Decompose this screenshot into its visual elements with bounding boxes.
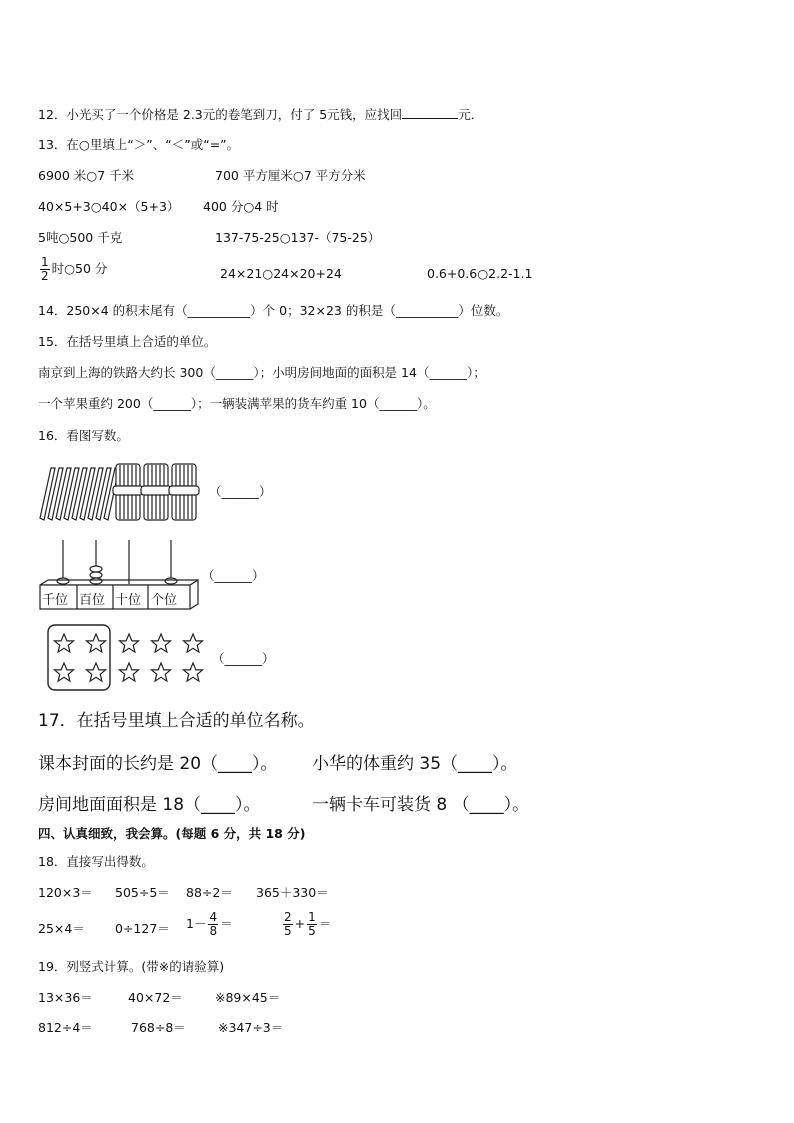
q17-title: 17．在括号里填上合适的单位名称。 <box>38 711 315 731</box>
q15-line2: 一个苹果重约 200（______）；一辆装满苹果的货车约重 10（______）。 <box>38 396 436 411</box>
abacus-label-hundreds: 百位 <box>79 593 106 608</box>
q19-r2-1: 812÷4＝ <box>38 1020 93 1035</box>
q16-blank-2[interactable]: （______） <box>202 568 265 583</box>
abacus-label-ones: 个位 <box>151 593 178 608</box>
abacus-label-tens: 十位 <box>115 593 142 608</box>
q18-r1-4: 365＋330＝ <box>256 885 329 900</box>
sticks-bundles-image <box>38 460 208 525</box>
q16-blank-3[interactable]: （______） <box>212 651 275 666</box>
q19-r1-1: 13×36＝ <box>38 990 93 1005</box>
q19-r1-2: 40×72＝ <box>128 990 183 1005</box>
q16-blank-1[interactable]: （______） <box>209 484 272 499</box>
bundle-of-ten-3 <box>169 464 199 520</box>
q12-line <box>38 106 483 123</box>
q17-a: 课本封面的长约是 20（____）。 <box>38 754 278 774</box>
q14-line: 14．250×4 的积末尾有（__________）个 0；32×23 的积是（__________）位数。 <box>38 303 509 318</box>
q19-title: 19．列竖式计算。(带※的请验算) <box>38 959 225 974</box>
q18-r2-1: 25×4＝ <box>38 921 85 936</box>
q18-r1-3: 88÷2＝ <box>186 885 233 900</box>
fraction-four-eighths: $\frac{4}{8}$ <box>209 910 218 938</box>
q13-row1-a: 6900 米○7 千米 <box>38 168 135 183</box>
loose-sticks <box>40 468 119 520</box>
q13-row4-b: 24×21○24×20+24 <box>220 266 342 281</box>
fraction-one-half: $\frac{1}{2}$ <box>41 255 49 283</box>
q18-r2-3: 1－ $\frac{4}{8}$ ＝ <box>186 910 233 938</box>
q13-row4-c: 0.6+0.6○2.2-1.1 <box>427 266 533 281</box>
section-four-heading: 四、认真细致，我会算。(每题 6 分，共 18 分) <box>38 826 306 841</box>
q17-d: 一辆卡车可装货 8 （____）。 <box>312 795 530 815</box>
q13-row4-a <box>38 256 107 283</box>
stars-image <box>46 623 214 693</box>
bundle-of-ten-1 <box>113 464 143 520</box>
q19-r2-2: 768÷8＝ <box>131 1020 186 1035</box>
fraction-one-fifth: $\frac{1}{5}$ <box>308 910 316 938</box>
q13-row2-a: 40×5+3○40×（5+3） <box>38 199 180 214</box>
abacus-label-thousands: 千位 <box>42 593 69 608</box>
q18-title: 18．直接写出得数。 <box>38 854 154 869</box>
q17-b: 小华的体重约 35（____）。 <box>312 754 518 774</box>
q13-row4-a-text: 时○50 分 <box>51 261 108 276</box>
q13-row2-b: 400 分○4 时 <box>203 199 279 214</box>
q13-title: 13．在○里填上“＞”、“＜”或“=”。 <box>38 137 240 152</box>
q16-title: 16．看图写数。 <box>38 428 129 443</box>
q12-blank[interactable] <box>402 106 458 119</box>
q13-row1-b: 700 平方厘米○7 平方分米 <box>215 168 366 183</box>
q19-r2-3: ※347÷3＝ <box>218 1020 284 1035</box>
q17-c: 房间地面面积是 18（____）。 <box>38 795 261 815</box>
q18-r1-1: 120×3＝ <box>38 885 93 900</box>
q19-r1-3: ※89×45＝ <box>215 990 281 1005</box>
q13-row3-b: 137-75-25○137-（75-25） <box>215 230 381 245</box>
q18-r1-2: 505÷5＝ <box>115 885 170 900</box>
q13-row3-a: 5吨○500 千克 <box>38 230 123 245</box>
q12-text: 12．小光买了一个价格是 2.3元的卷笔到刀，付了 5元钱，应找回 <box>38 107 403 122</box>
q15-title: 15．在括号里填上合适的单位。 <box>38 334 217 349</box>
q18-r2-2: 0÷127＝ <box>115 921 170 936</box>
bundle-of-ten-2 <box>141 464 171 520</box>
q15-line1: 南京到上海的铁路大约长 300（______）；小明房间地面的面积是 14（______）； <box>38 365 486 380</box>
q12-tail: 元． <box>458 107 484 122</box>
fraction-two-fifths: $\frac{2}{5}$ <box>284 910 292 938</box>
q18-r2-4: $\frac{2}{5}$ + $\frac{1}{5}$ ＝ <box>284 910 332 938</box>
